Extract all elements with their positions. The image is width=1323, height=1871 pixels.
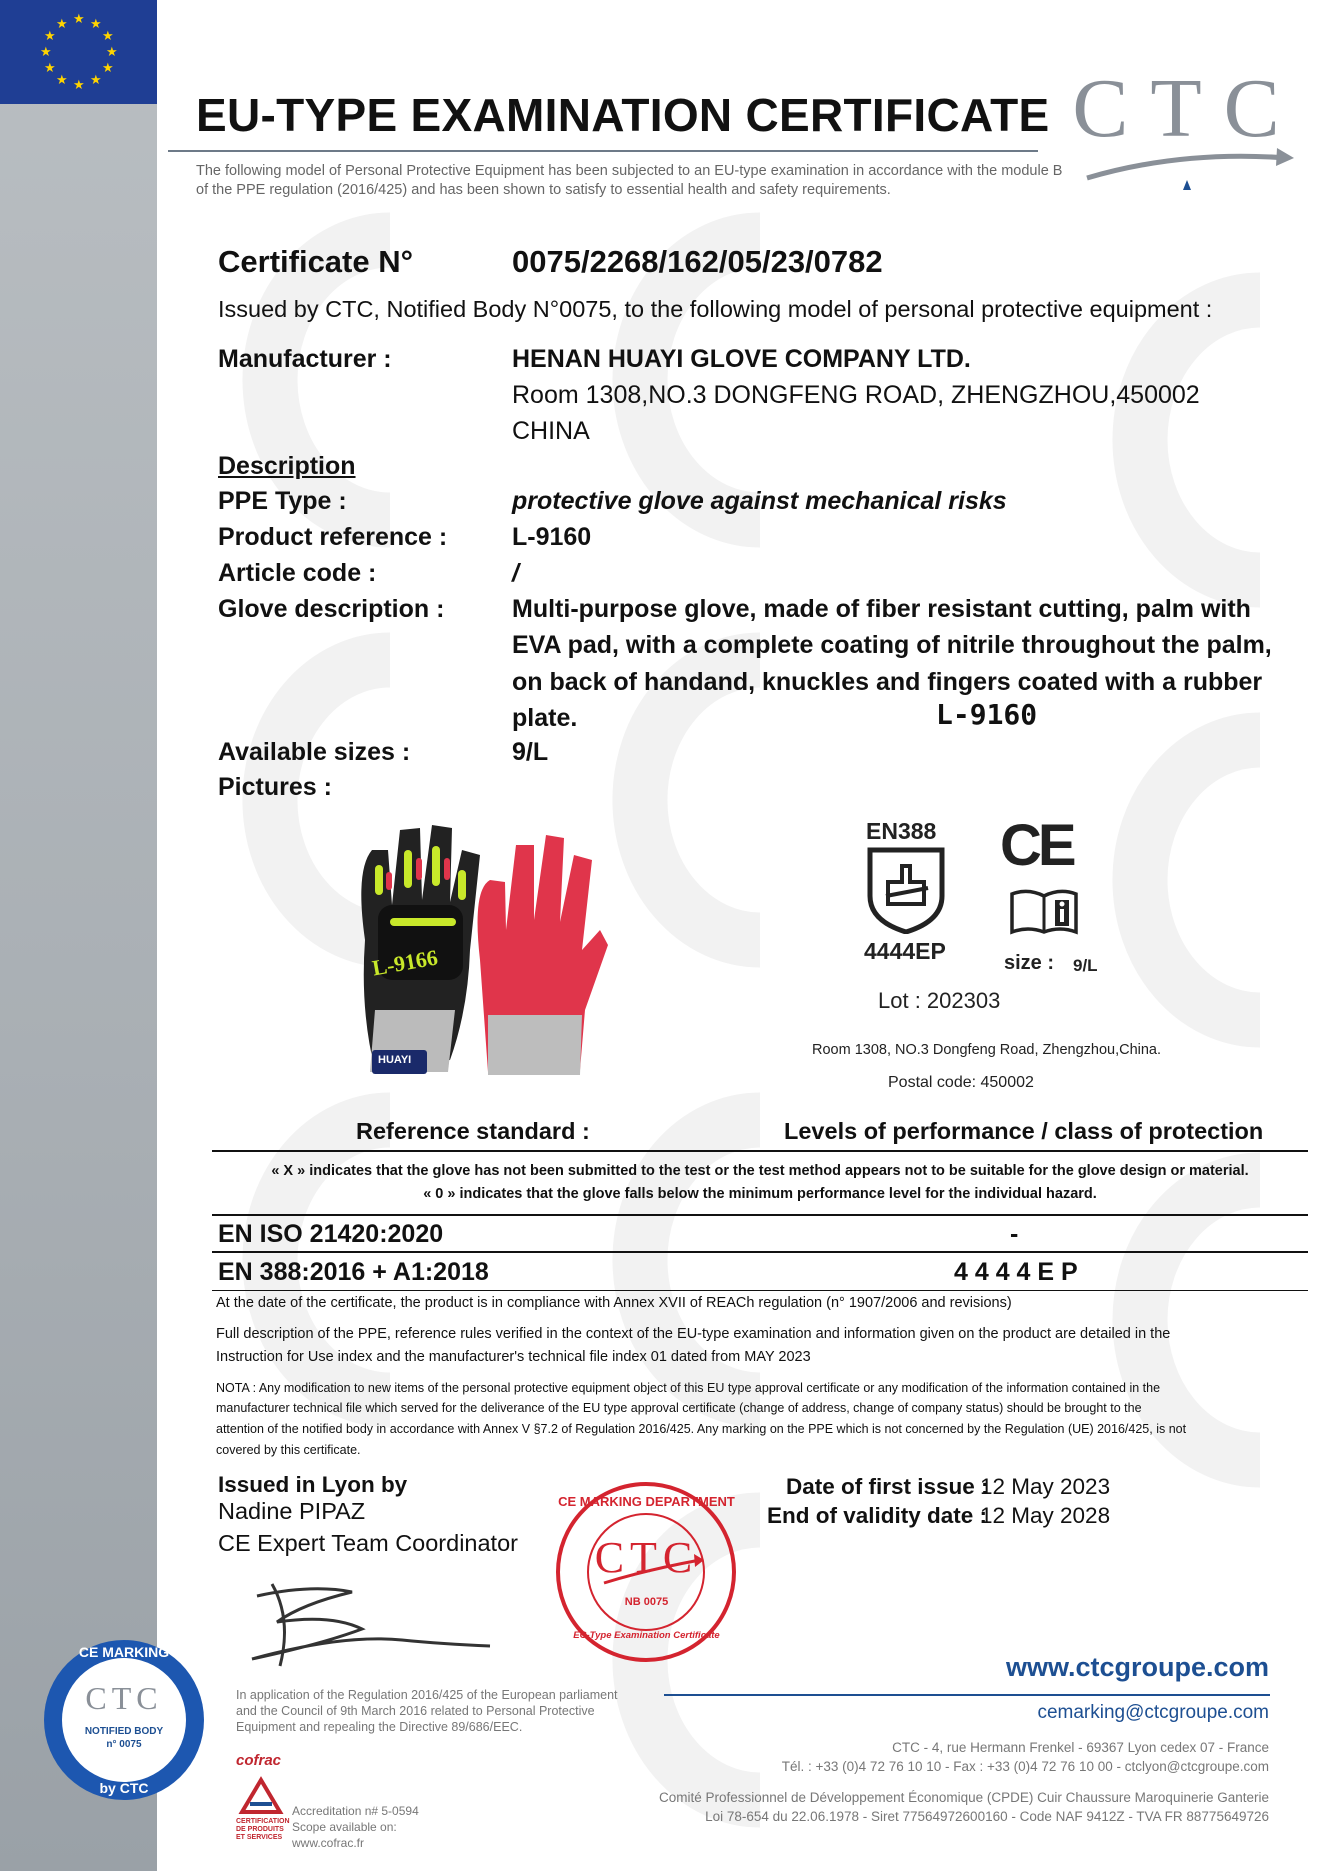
picture-postal-code: Postal code: 450002 bbox=[888, 1074, 1034, 1091]
table-rule-3 bbox=[212, 1251, 1308, 1253]
glove-print-text: L-9166 bbox=[370, 944, 440, 981]
accreditation-scope: Scope available on: bbox=[292, 1820, 397, 1834]
company-address: CTC - 4, rue Hermann Frenkel - 69367 Lyon cedex 07 - France bbox=[892, 1740, 1269, 1755]
title-underline bbox=[168, 150, 1038, 152]
manufacturer-country: CHINA bbox=[512, 417, 590, 445]
manufacturer-address: Room 1308,NO.3 DONGFENG ROAD, ZHENGZHOU,450002 bbox=[512, 381, 1200, 409]
intro-text: The following model of Personal Protective Equipment has been subjected to an EU-type examination in accordance with the module B of the PPE regulation (2016/425) and has been shown to satisfy to essential health and safety requirements. bbox=[196, 163, 1063, 198]
ctc-logo bbox=[1072, 60, 1302, 190]
size-label: size : bbox=[1004, 952, 1055, 974]
table-rule-top bbox=[212, 1150, 1308, 1152]
mechanical-risk-shield-icon bbox=[866, 846, 946, 934]
company-committee: Comité Professionnel de Développement Économique (CPDE) Cuir Chaussure Maroquinerie Ganterie bbox=[658, 1790, 1269, 1805]
issued-in-label: Issued in Lyon by bbox=[218, 1472, 408, 1497]
stamp-nb-text: NB 0075 bbox=[624, 1596, 669, 1608]
regulation-line-2: and the Council of 9th March 2016 related to Personal Protective bbox=[236, 1704, 595, 1718]
badge-line-2: n° 0075 bbox=[106, 1739, 142, 1750]
ce-mark: CE bbox=[1000, 813, 1073, 878]
nota-line-4: covered by this certificate. bbox=[216, 1443, 361, 1457]
description-heading: Description bbox=[218, 452, 356, 480]
ctc-red-stamp bbox=[554, 1480, 739, 1665]
pictures-label: Pictures : bbox=[218, 773, 332, 801]
standard-row-2: EN 388:2016 + A1:2018 bbox=[218, 1258, 489, 1286]
product-ref-label: Product reference : bbox=[218, 523, 448, 551]
nota-line-1: NOTA : Any modification to new items of the personal protective equipment object of this EU type approval certificate or any modification of the information contained in the bbox=[216, 1381, 1161, 1395]
lot-number: Lot : 202303 bbox=[878, 988, 1001, 1013]
company-phone: Tél. : +33 (0)4 72 76 10 10 - Fax : +33 (0)4 72 76 10 00 - ctclyon@ctcgroupe.com bbox=[781, 1759, 1269, 1774]
product-ref-value: L-9160 bbox=[512, 523, 592, 551]
article-code-value: / bbox=[512, 559, 519, 587]
email-link[interactable]: cemarking@ctcgroupe.com bbox=[1037, 1702, 1269, 1723]
nota-line-3: attention of the notified body in accordance with Annex V §7.2 of Regulation 2016/425. Any marking on the PPE which is not concerned by the Regulation (UE) 2016/425, is not bbox=[216, 1422, 1187, 1436]
instructions-book-icon bbox=[1008, 886, 1080, 936]
notified-body-badge bbox=[44, 1640, 204, 1800]
accreditation-number: Accreditation n# 5-0594 bbox=[292, 1804, 419, 1818]
glove-brand-text: HUAYI bbox=[378, 1054, 412, 1066]
glove-illustration bbox=[330, 810, 610, 1095]
left-sidebar-band bbox=[0, 0, 157, 1871]
page-title: EU-TYPE EXAMINATION CERTIFICATE bbox=[196, 89, 1050, 141]
issuer-role: CE Expert Team Coordinator bbox=[218, 1530, 518, 1556]
validity-date: 12 May 2028 bbox=[980, 1503, 1111, 1528]
footer-blue-rule bbox=[664, 1694, 1270, 1696]
glove-description-label: Glove description : bbox=[218, 595, 445, 623]
manufacturer-label: Manufacturer : bbox=[218, 345, 392, 373]
article-code-label: Article code : bbox=[218, 559, 377, 587]
website-link[interactable]: www.ctcgroupe.com bbox=[1005, 1652, 1269, 1682]
regulation-line-3: Equipment and repealing the Directive 89/686/EEC. bbox=[236, 1720, 523, 1734]
stamp-top-text: CE MARKING DEPARTMENT bbox=[558, 1494, 735, 1509]
note-zero: « 0 » indicates that the glove falls below the minimum performance level for the individual hazard. bbox=[423, 1186, 1097, 1202]
signature bbox=[232, 1574, 502, 1674]
badge-top-text: CE MARKING bbox=[78, 1644, 170, 1660]
certificate-label: Certificate N° bbox=[218, 244, 414, 279]
badge-inner bbox=[62, 1658, 186, 1782]
size-value: 9/L bbox=[1073, 956, 1098, 975]
issued-by-text: Issued by CTC, Notified Body N°0075, to the following model of personal protective equipment : bbox=[218, 296, 1213, 322]
ppe-type-value: protective glove against mechanical risks bbox=[512, 487, 1007, 515]
badge-center-text: CTC bbox=[85, 1680, 163, 1716]
sizes-label: Available sizes : bbox=[218, 738, 411, 766]
picture-address: Room 1308, NO.3 Dongfeng Road, Zhengzhou,China. bbox=[812, 1042, 1162, 1058]
validity-label: End of validity date : bbox=[767, 1503, 988, 1528]
badge-line-1: NOTIFIED BODY bbox=[84, 1726, 164, 1737]
glove-description-line-1: Multi-purpose glove, made of fiber resistant cutting, palm with bbox=[512, 595, 1251, 623]
first-issue-date: 12 May 2023 bbox=[980, 1474, 1111, 1499]
cofrac-subtitle: CERTIFICATION DE PRODUITS ET SERVICES bbox=[236, 1818, 290, 1841]
cofrac-emblem-icon bbox=[238, 1772, 284, 1818]
company-legal: Loi 78-654 du 22.06.1978 - Siret 77564972600160 - Code NAF 9412Z - TVA FR 88775649726 bbox=[705, 1809, 1269, 1824]
sizes-value: 9/L bbox=[512, 738, 549, 766]
table-rule-bottom bbox=[212, 1290, 1308, 1291]
stamp-bottom-text: EC-Type Examination Certificate bbox=[573, 1630, 720, 1641]
standard-row-1: EN ISO 21420:2020 bbox=[218, 1220, 444, 1248]
certificate-number: 0075/2268/162/05/23/0782 bbox=[512, 244, 883, 279]
ppe-type-label: PPE Type : bbox=[218, 487, 347, 515]
cofrac-logo: cofrac bbox=[236, 1752, 282, 1769]
en388-label: EN388 bbox=[866, 818, 937, 844]
issuer-name: Nadine PIPAZ bbox=[218, 1498, 366, 1524]
ctc-logo-text: CTC bbox=[1072, 62, 1302, 155]
regulation-line-1: In application of the Regulation 2016/425 of the European parliament bbox=[236, 1688, 618, 1702]
model-tag: L-9160 bbox=[936, 698, 1038, 731]
glove-description-line-3: on back of handand, knuckles and fingers coated with a rubber bbox=[512, 668, 1263, 696]
stamp-center-text: CTC bbox=[594, 1533, 699, 1582]
note-x: « X » indicates that the glove has not been submitted to the test or the test method appears not to be suitable for the glove design or material. bbox=[271, 1163, 1249, 1179]
badge-bottom-text: by CTC bbox=[99, 1780, 149, 1796]
ctc-arrow-icon bbox=[1082, 140, 1302, 190]
glove-description-line-2: EVA pad, with a complete coating of nitrile throughout the palm, bbox=[512, 631, 1272, 659]
glove-description-line-4: plate. bbox=[512, 704, 578, 732]
reach-statement: At the date of the certificate, the product is in compliance with Annex XVII of REACh regulation (n° 1907/2006 and revisions) bbox=[216, 1295, 1012, 1311]
manufacturer-name: HENAN HUAYI GLOVE COMPANY LTD. bbox=[512, 345, 971, 373]
level-row-1: - bbox=[1010, 1220, 1019, 1248]
en388-code: 4444EP bbox=[864, 938, 946, 964]
level-row-2: 4 4 4 4 E P bbox=[954, 1258, 1078, 1286]
first-issue-label: Date of first issue : bbox=[786, 1474, 989, 1499]
cofrac-url[interactable]: www.cofrac.fr bbox=[292, 1836, 365, 1850]
reference-standard-heading: Reference standard : bbox=[356, 1118, 590, 1144]
levels-heading: Levels of performance / class of protection bbox=[784, 1118, 1264, 1144]
full-description-line-1: Full description of the PPE, reference rules verified in the context of the EU-type examination and information given on the product are detailed in the bbox=[216, 1326, 1171, 1342]
nota-line-2: manufacturer technical file which served for the deliverance of the EU type approval certificate (change of address, change of company status) should be brought to the bbox=[216, 1401, 1142, 1415]
table-rule-2 bbox=[212, 1214, 1308, 1216]
eu-flag-icon: ★ ★ ★ ★ ★ ★ ★ ★ ★ ★ ★ ★ bbox=[0, 0, 157, 104]
full-description-line-2: Instruction for Use index and the manufacturer's technical file index 01 dated from MAY 2023 bbox=[216, 1349, 811, 1365]
glove-picture bbox=[330, 810, 610, 1095]
